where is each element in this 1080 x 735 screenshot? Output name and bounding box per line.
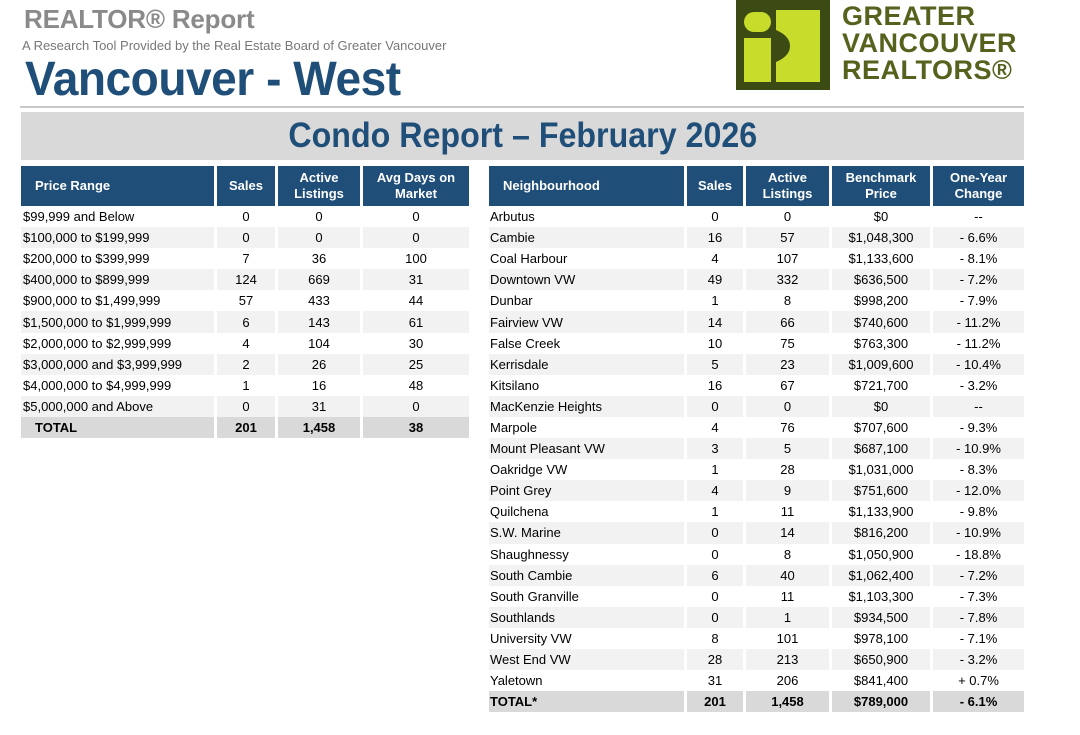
- price-range-cell: $3,000,000 and $3,999,999: [21, 354, 217, 375]
- active-listings-cell: 9: [746, 480, 832, 501]
- neighbourhood-cell: Point Grey: [489, 480, 687, 501]
- avg-days-cell: 31: [363, 269, 469, 290]
- total-benchmark-price-cell: $789,000: [832, 691, 933, 712]
- avg-days-cell: 44: [363, 290, 469, 311]
- one-year-change-cell: + 0.7%: [933, 670, 1024, 691]
- active-listings-cell: 11: [746, 501, 832, 522]
- sales-cell: 0: [687, 396, 746, 417]
- sales-cell: 8: [687, 628, 746, 649]
- total-avg-days-cell: 38: [363, 417, 469, 438]
- neighbourhood-table-row: [489, 333, 1024, 354]
- neighbourhood-cell: University VW: [489, 628, 687, 649]
- total-price-range-cell: TOTAL: [21, 417, 217, 438]
- active-listings-cell: 104: [278, 333, 363, 354]
- avg-days-cell: 0: [363, 227, 469, 248]
- price-table-row: [21, 269, 469, 290]
- sales-cell: 1: [217, 375, 278, 396]
- avg-days-cell: 0: [363, 206, 469, 227]
- price-table-body: [21, 206, 469, 438]
- logo-mark-icon: [736, 0, 830, 90]
- benchmark-price-cell: $978,100: [832, 628, 933, 649]
- avg-days-cell: 25: [363, 354, 469, 375]
- active-listings-cell: 0: [278, 227, 363, 248]
- benchmark-price-cell: $763,300: [832, 333, 933, 354]
- price-table-header: [21, 166, 469, 206]
- active-listings-cell: 26: [278, 354, 363, 375]
- active-listings-cell: 669: [278, 269, 363, 290]
- total-active-listings-cell: 1,458: [278, 417, 363, 438]
- active-listings-cell: 40: [746, 565, 832, 586]
- one-year-change-cell: - 8.1%: [933, 248, 1024, 269]
- neighbourhood-table-body: [489, 206, 1024, 712]
- sales-cell: 4: [687, 248, 746, 269]
- active-listings-cell: 107: [746, 248, 832, 269]
- benchmark-price-cell: $1,103,300: [832, 586, 933, 607]
- neighbourhood-cell: Shaughnessy: [489, 544, 687, 565]
- benchmark-price-cell: $1,048,300: [832, 227, 933, 248]
- price-range-cell: $900,000 to $1,499,999: [21, 290, 217, 311]
- neighbourhood-table-row: [489, 565, 1024, 586]
- price-range-cell: $4,000,000 to $4,999,999: [21, 375, 217, 396]
- sales-cell: 28: [687, 649, 746, 670]
- neighbourhood-cell: Cambie: [489, 227, 687, 248]
- total-sales-cell: 201: [687, 691, 746, 712]
- neighbourhood-table-row: [489, 269, 1024, 290]
- col-one-year-change: One-Year Change: [933, 166, 1024, 206]
- price-table-row: [21, 206, 469, 227]
- sales-cell: 1: [687, 501, 746, 522]
- one-year-change-cell: - 10.9%: [933, 522, 1024, 543]
- col-sales: Sales: [217, 166, 278, 206]
- benchmark-price-cell: $1,031,000: [832, 459, 933, 480]
- price-range-cell: $1,500,000 to $1,999,999: [21, 311, 217, 332]
- avg-days-cell: 30: [363, 333, 469, 354]
- col-price-range: Price Range: [21, 166, 217, 206]
- price-table-row: [21, 375, 469, 396]
- total-row: [489, 691, 1024, 712]
- sales-cell: 5: [687, 354, 746, 375]
- price-range-cell: $200,000 to $399,999: [21, 248, 217, 269]
- sales-cell: 0: [687, 607, 746, 628]
- sales-cell: 1: [687, 459, 746, 480]
- one-year-change-cell: - 6.6%: [933, 227, 1024, 248]
- sales-cell: 0: [687, 206, 746, 227]
- sales-cell: 4: [687, 480, 746, 501]
- neighbourhood-cell: Yaletown: [489, 670, 687, 691]
- logo-line-2: VANCOUVER: [842, 28, 1018, 58]
- benchmark-price-cell: $816,200: [832, 522, 933, 543]
- total-active-listings-cell: 1,458: [746, 691, 832, 712]
- benchmark-price-cell: $0: [832, 206, 933, 227]
- total-one-year-change-cell: - 6.1%: [933, 691, 1024, 712]
- neighbourhood-table-row: [489, 501, 1024, 522]
- benchmark-price-cell: $1,062,400: [832, 565, 933, 586]
- benchmark-price-cell: $998,200: [832, 290, 933, 311]
- active-listings-cell: 16: [278, 375, 363, 396]
- one-year-change-cell: - 7.8%: [933, 607, 1024, 628]
- one-year-change-cell: - 12.0%: [933, 480, 1024, 501]
- benchmark-price-cell: $740,600: [832, 311, 933, 332]
- active-listings-cell: 0: [278, 206, 363, 227]
- active-listings-cell: 143: [278, 311, 363, 332]
- one-year-change-cell: - 11.2%: [933, 311, 1024, 332]
- avg-days-cell: 48: [363, 375, 469, 396]
- neighbourhood-cell: Mount Pleasant VW: [489, 438, 687, 459]
- neighbourhood-cell: Dunbar: [489, 290, 687, 311]
- neighbourhood-table-row: [489, 607, 1024, 628]
- price-range-cell: $99,999 and Below: [21, 206, 217, 227]
- col-avg-days: Avg Days on Market: [363, 166, 469, 206]
- benchmark-price-cell: $1,133,600: [832, 248, 933, 269]
- neighbourhood-table-row: [489, 586, 1024, 607]
- price-range-cell: $400,000 to $899,999: [21, 269, 217, 290]
- report-banner: [21, 112, 1024, 160]
- neighbourhood-table-row: [489, 290, 1024, 311]
- benchmark-price-cell: $721,700: [832, 375, 933, 396]
- one-year-change-cell: - 10.9%: [933, 438, 1024, 459]
- price-range-cell: $5,000,000 and Above: [21, 396, 217, 417]
- neighbourhood-cell: Oakridge VW: [489, 459, 687, 480]
- price-table-row: [21, 396, 469, 417]
- active-listings-cell: 28: [746, 459, 832, 480]
- one-year-change-cell: - 9.8%: [933, 501, 1024, 522]
- active-listings-cell: 31: [278, 396, 363, 417]
- price-range-cell: $100,000 to $199,999: [21, 227, 217, 248]
- price-table-row: [21, 311, 469, 332]
- benchmark-price-cell: $636,500: [832, 269, 933, 290]
- neighbourhood-table-row: [489, 227, 1024, 248]
- neighbourhood-table-row: [489, 480, 1024, 501]
- one-year-change-cell: - 8.3%: [933, 459, 1024, 480]
- sales-cell: 6: [687, 565, 746, 586]
- benchmark-price-cell: $1,009,600: [832, 354, 933, 375]
- sales-cell: 0: [217, 227, 278, 248]
- sales-cell: 57: [217, 290, 278, 311]
- neighbourhood-cell: Marpole: [489, 417, 687, 438]
- avg-days-cell: 61: [363, 311, 469, 332]
- neighbourhood-table-row: [489, 459, 1024, 480]
- report-subtitle: A Research Tool Provided by the Real Estate Board of Greater Vancouver: [22, 38, 447, 53]
- benchmark-price-cell: $0: [832, 396, 933, 417]
- sales-cell: 7: [217, 248, 278, 269]
- sales-cell: 3: [687, 438, 746, 459]
- neighbourhood-cell: Coal Harbour: [489, 248, 687, 269]
- one-year-change-cell: - 7.1%: [933, 628, 1024, 649]
- price-table-row: [21, 227, 469, 248]
- active-listings-cell: 433: [278, 290, 363, 311]
- one-year-change-cell: --: [933, 206, 1024, 227]
- neighbourhood-cell: False Creek: [489, 333, 687, 354]
- neighbourhood-cell: Arbutus: [489, 206, 687, 227]
- active-listings-cell: 23: [746, 354, 832, 375]
- one-year-change-cell: - 3.2%: [933, 649, 1024, 670]
- neighbourhood-table-row: [489, 628, 1024, 649]
- price-table-row: [21, 354, 469, 375]
- neighbourhood-table-row: [489, 544, 1024, 565]
- one-year-change-cell: - 3.2%: [933, 375, 1024, 396]
- benchmark-price-cell: $751,600: [832, 480, 933, 501]
- price-range-table: [21, 166, 469, 438]
- sales-cell: 0: [687, 586, 746, 607]
- col-benchmark-price: Benchmark Price: [832, 166, 933, 206]
- price-range-cell: $2,000,000 to $2,999,999: [21, 333, 217, 354]
- col-neighbourhood: Neighbourhood: [489, 166, 687, 206]
- sales-cell: 0: [687, 522, 746, 543]
- one-year-change-cell: - 7.9%: [933, 290, 1024, 311]
- active-listings-cell: 8: [746, 544, 832, 565]
- sales-cell: 1: [687, 290, 746, 311]
- neighbourhood-table-row: [489, 248, 1024, 269]
- neighbourhood-table-row: [489, 206, 1024, 227]
- one-year-change-cell: - 9.3%: [933, 417, 1024, 438]
- greater-vancouver-realtors-logo: [736, 0, 1032, 92]
- benchmark-price-cell: $650,900: [832, 649, 933, 670]
- logo-line-3: REALTORS®: [842, 55, 1013, 85]
- neighbourhood-cell: Fairview VW: [489, 311, 687, 332]
- active-listings-cell: 1: [746, 607, 832, 628]
- one-year-change-cell: - 18.8%: [933, 544, 1024, 565]
- report-name: Condo Report – February 2026: [288, 116, 757, 155]
- sales-cell: 49: [687, 269, 746, 290]
- active-listings-cell: 36: [278, 248, 363, 269]
- neighbourhood-table-row: [489, 649, 1024, 670]
- benchmark-price-cell: $687,100: [832, 438, 933, 459]
- sales-cell: 16: [687, 227, 746, 248]
- neighbourhood-cell: South Granville: [489, 586, 687, 607]
- active-listings-cell: 76: [746, 417, 832, 438]
- neighbourhood-table-row: [489, 354, 1024, 375]
- sales-cell: 0: [687, 544, 746, 565]
- col-sales: Sales: [687, 166, 746, 206]
- active-listings-cell: 0: [746, 206, 832, 227]
- neighbourhood-cell: Kitsilano: [489, 375, 687, 396]
- neighbourhood-cell: Kerrisdale: [489, 354, 687, 375]
- price-table-row: [21, 290, 469, 311]
- neighbourhood-table-row: [489, 522, 1024, 543]
- logo-wordmark: [842, 3, 1017, 84]
- active-listings-cell: 11: [746, 586, 832, 607]
- active-listings-cell: 5: [746, 438, 832, 459]
- neighbourhood-cell: Downtown VW: [489, 269, 687, 290]
- neighbourhood-table-row: [489, 417, 1024, 438]
- benchmark-price-cell: $1,133,900: [832, 501, 933, 522]
- sales-cell: 124: [217, 269, 278, 290]
- neighbourhood-table-row: [489, 311, 1024, 332]
- neighbourhood-cell: MacKenzie Heights: [489, 396, 687, 417]
- neighbourhood-table-row: [489, 670, 1024, 691]
- neighbourhood-cell: Southlands: [489, 607, 687, 628]
- active-listings-cell: 67: [746, 375, 832, 396]
- active-listings-cell: 57: [746, 227, 832, 248]
- active-listings-cell: 0: [746, 396, 832, 417]
- sales-cell: 10: [687, 333, 746, 354]
- neighbourhood-cell: S.W. Marine: [489, 522, 687, 543]
- one-year-change-cell: - 7.2%: [933, 565, 1024, 586]
- report-title: REALTOR® Report: [24, 4, 255, 34]
- active-listings-cell: 66: [746, 311, 832, 332]
- benchmark-price-cell: $841,400: [832, 670, 933, 691]
- price-table-row: [21, 333, 469, 354]
- sales-cell: 14: [687, 311, 746, 332]
- price-table-row: [21, 248, 469, 269]
- col-active-listings: Active Listings: [278, 166, 363, 206]
- benchmark-price-cell: $934,500: [832, 607, 933, 628]
- sales-cell: 2: [217, 354, 278, 375]
- active-listings-cell: 8: [746, 290, 832, 311]
- neighbourhood-table: [489, 166, 1024, 712]
- one-year-change-cell: - 7.2%: [933, 269, 1024, 290]
- avg-days-cell: 100: [363, 248, 469, 269]
- active-listings-cell: 101: [746, 628, 832, 649]
- one-year-change-cell: --: [933, 396, 1024, 417]
- active-listings-cell: 332: [746, 269, 832, 290]
- sales-cell: 0: [217, 206, 278, 227]
- total-neighbourhood-cell: TOTAL*: [489, 691, 687, 712]
- active-listings-cell: 206: [746, 670, 832, 691]
- benchmark-price-cell: $707,600: [832, 417, 933, 438]
- total-row: [21, 417, 469, 438]
- active-listings-cell: 213: [746, 649, 832, 670]
- sales-cell: 31: [687, 670, 746, 691]
- col-active-listings: Active Listings: [746, 166, 832, 206]
- neighbourhood-table-row: [489, 396, 1024, 417]
- sales-cell: 6: [217, 311, 278, 332]
- neighbourhood-table-header: [489, 166, 1024, 206]
- header-divider: [20, 106, 1024, 108]
- one-year-change-cell: - 7.3%: [933, 586, 1024, 607]
- neighbourhood-cell: Quilchena: [489, 501, 687, 522]
- sales-cell: 4: [217, 333, 278, 354]
- one-year-change-cell: - 10.4%: [933, 354, 1024, 375]
- neighbourhood-cell: West End VW: [489, 649, 687, 670]
- neighbourhood-table-row: [489, 375, 1024, 396]
- neighbourhood-cell: South Cambie: [489, 565, 687, 586]
- total-sales-cell: 201: [217, 417, 278, 438]
- sales-cell: 4: [687, 417, 746, 438]
- benchmark-price-cell: $1,050,900: [832, 544, 933, 565]
- sales-cell: 16: [687, 375, 746, 396]
- neighbourhood-table-row: [489, 438, 1024, 459]
- one-year-change-cell: - 11.2%: [933, 333, 1024, 354]
- area-title: Vancouver - West: [25, 53, 401, 106]
- logo-line-1: GREATER: [842, 1, 976, 31]
- active-listings-cell: 14: [746, 522, 832, 543]
- active-listings-cell: 75: [746, 333, 832, 354]
- sales-cell: 0: [217, 396, 278, 417]
- avg-days-cell: 0: [363, 396, 469, 417]
